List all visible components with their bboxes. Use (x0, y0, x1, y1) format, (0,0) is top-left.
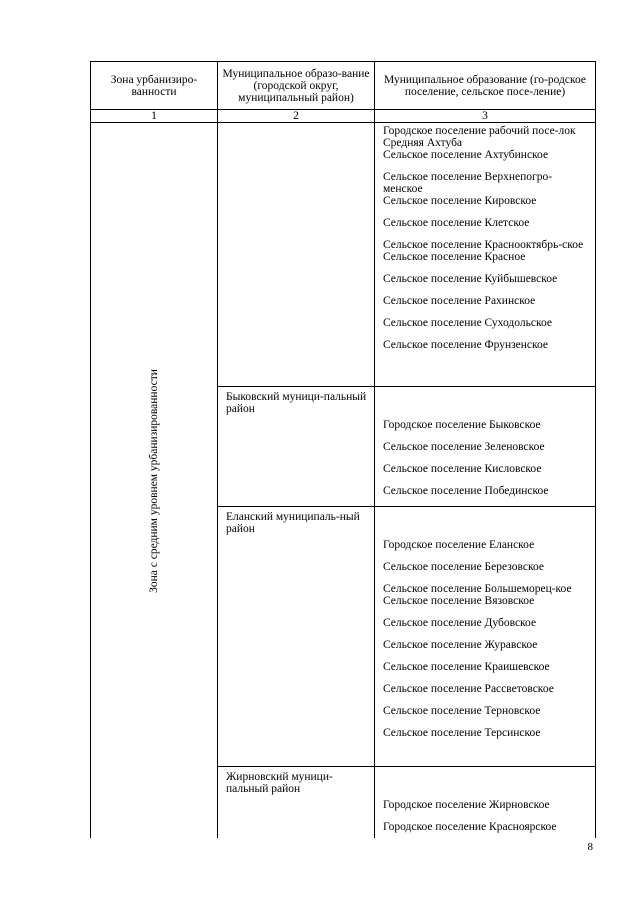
column-number-3: 3 (375, 110, 596, 123)
municipality-cell: Жирновский муници-пальный район (218, 767, 375, 839)
settlement-item: Городское поселение Красноярское (383, 821, 557, 833)
settlement-cell (375, 767, 596, 839)
settlement-item: Сельское поселение Терновское (383, 705, 541, 717)
settlement-item: Сельское поселение Куйбышевское (383, 273, 558, 285)
settlement-item: Городское поселение Быковское (383, 419, 541, 431)
column-number-2: 2 (218, 110, 375, 123)
settlement-item: Сельское поселение Клетское (383, 217, 530, 229)
settlement-item: Городское поселение рабочий посе-лок Средняя Ахтуба (383, 125, 576, 149)
header-zone: Зона урбанизиро-ванности (91, 62, 218, 110)
municipality-cell (218, 123, 375, 387)
settlement-item: Сельское поселение Терсинское (383, 727, 541, 739)
municipality-cell: Быковский муници-пальный район (218, 387, 375, 507)
settlement-cell (375, 387, 596, 507)
settlement-item: Сельское поселение Рассветовское (383, 683, 554, 695)
urbanization-table (90, 61, 596, 838)
settlement-item: Сельское поселение Рахинское (383, 295, 536, 307)
settlement-item: Сельское поселение Березовское (383, 561, 544, 573)
column-number-1: 1 (91, 110, 218, 123)
settlement-item: Сельское поселение Кисловское (383, 463, 542, 475)
municipality-cell: Еланский муниципаль-ный район (218, 507, 375, 767)
settlement-item: Сельское поселение Дубовское (383, 617, 537, 629)
settlement-item: Сельское поселение Фрунзенское (383, 339, 549, 351)
settlement-item: Сельское поселение Ахтубинское (383, 149, 549, 161)
column-number-row (91, 110, 596, 123)
header-settlement: Муниципальное образование (го-родское поселение, сельское посе-ление) (375, 62, 596, 110)
settlement-item: Сельское поселение Краишевское (383, 661, 550, 673)
table-row (91, 123, 596, 387)
header-row (91, 62, 596, 110)
settlement-item: Сельское поселение Верхнепогро-менское (383, 171, 553, 195)
settlement-item: Сельское поселение Кировское (383, 195, 537, 207)
settlement-item: Сельское поселение Зеленовское (383, 441, 545, 453)
settlement-item: Сельское поселение Красное (383, 251, 526, 263)
settlement-item: Сельское поселение Журавское (383, 639, 538, 651)
settlement-item: Сельское поселение Краснооктябрь-ское (383, 239, 584, 251)
settlement-cell (375, 123, 596, 387)
settlement-item: Сельское поселение Суходольское (383, 317, 552, 329)
zone-label: Зона с средним уровнем урбанизированности (148, 368, 160, 593)
settlement-cell (375, 507, 596, 767)
settlement-item: Сельское поселение Побединское (383, 485, 549, 497)
settlement-item: Городское поселение Жирновское (383, 799, 550, 811)
settlement-item: Сельское поселение Вязовское (383, 595, 535, 607)
settlement-item: Сельское поселение Большеморец-кое (383, 583, 572, 595)
page-number: 8 (587, 841, 593, 853)
settlement-item: Городское поселение Еланское (383, 539, 535, 551)
header-municipality: Муниципальное образо-вание (городской округ, муниципальный район) (218, 62, 375, 110)
zone-cell (91, 123, 218, 839)
